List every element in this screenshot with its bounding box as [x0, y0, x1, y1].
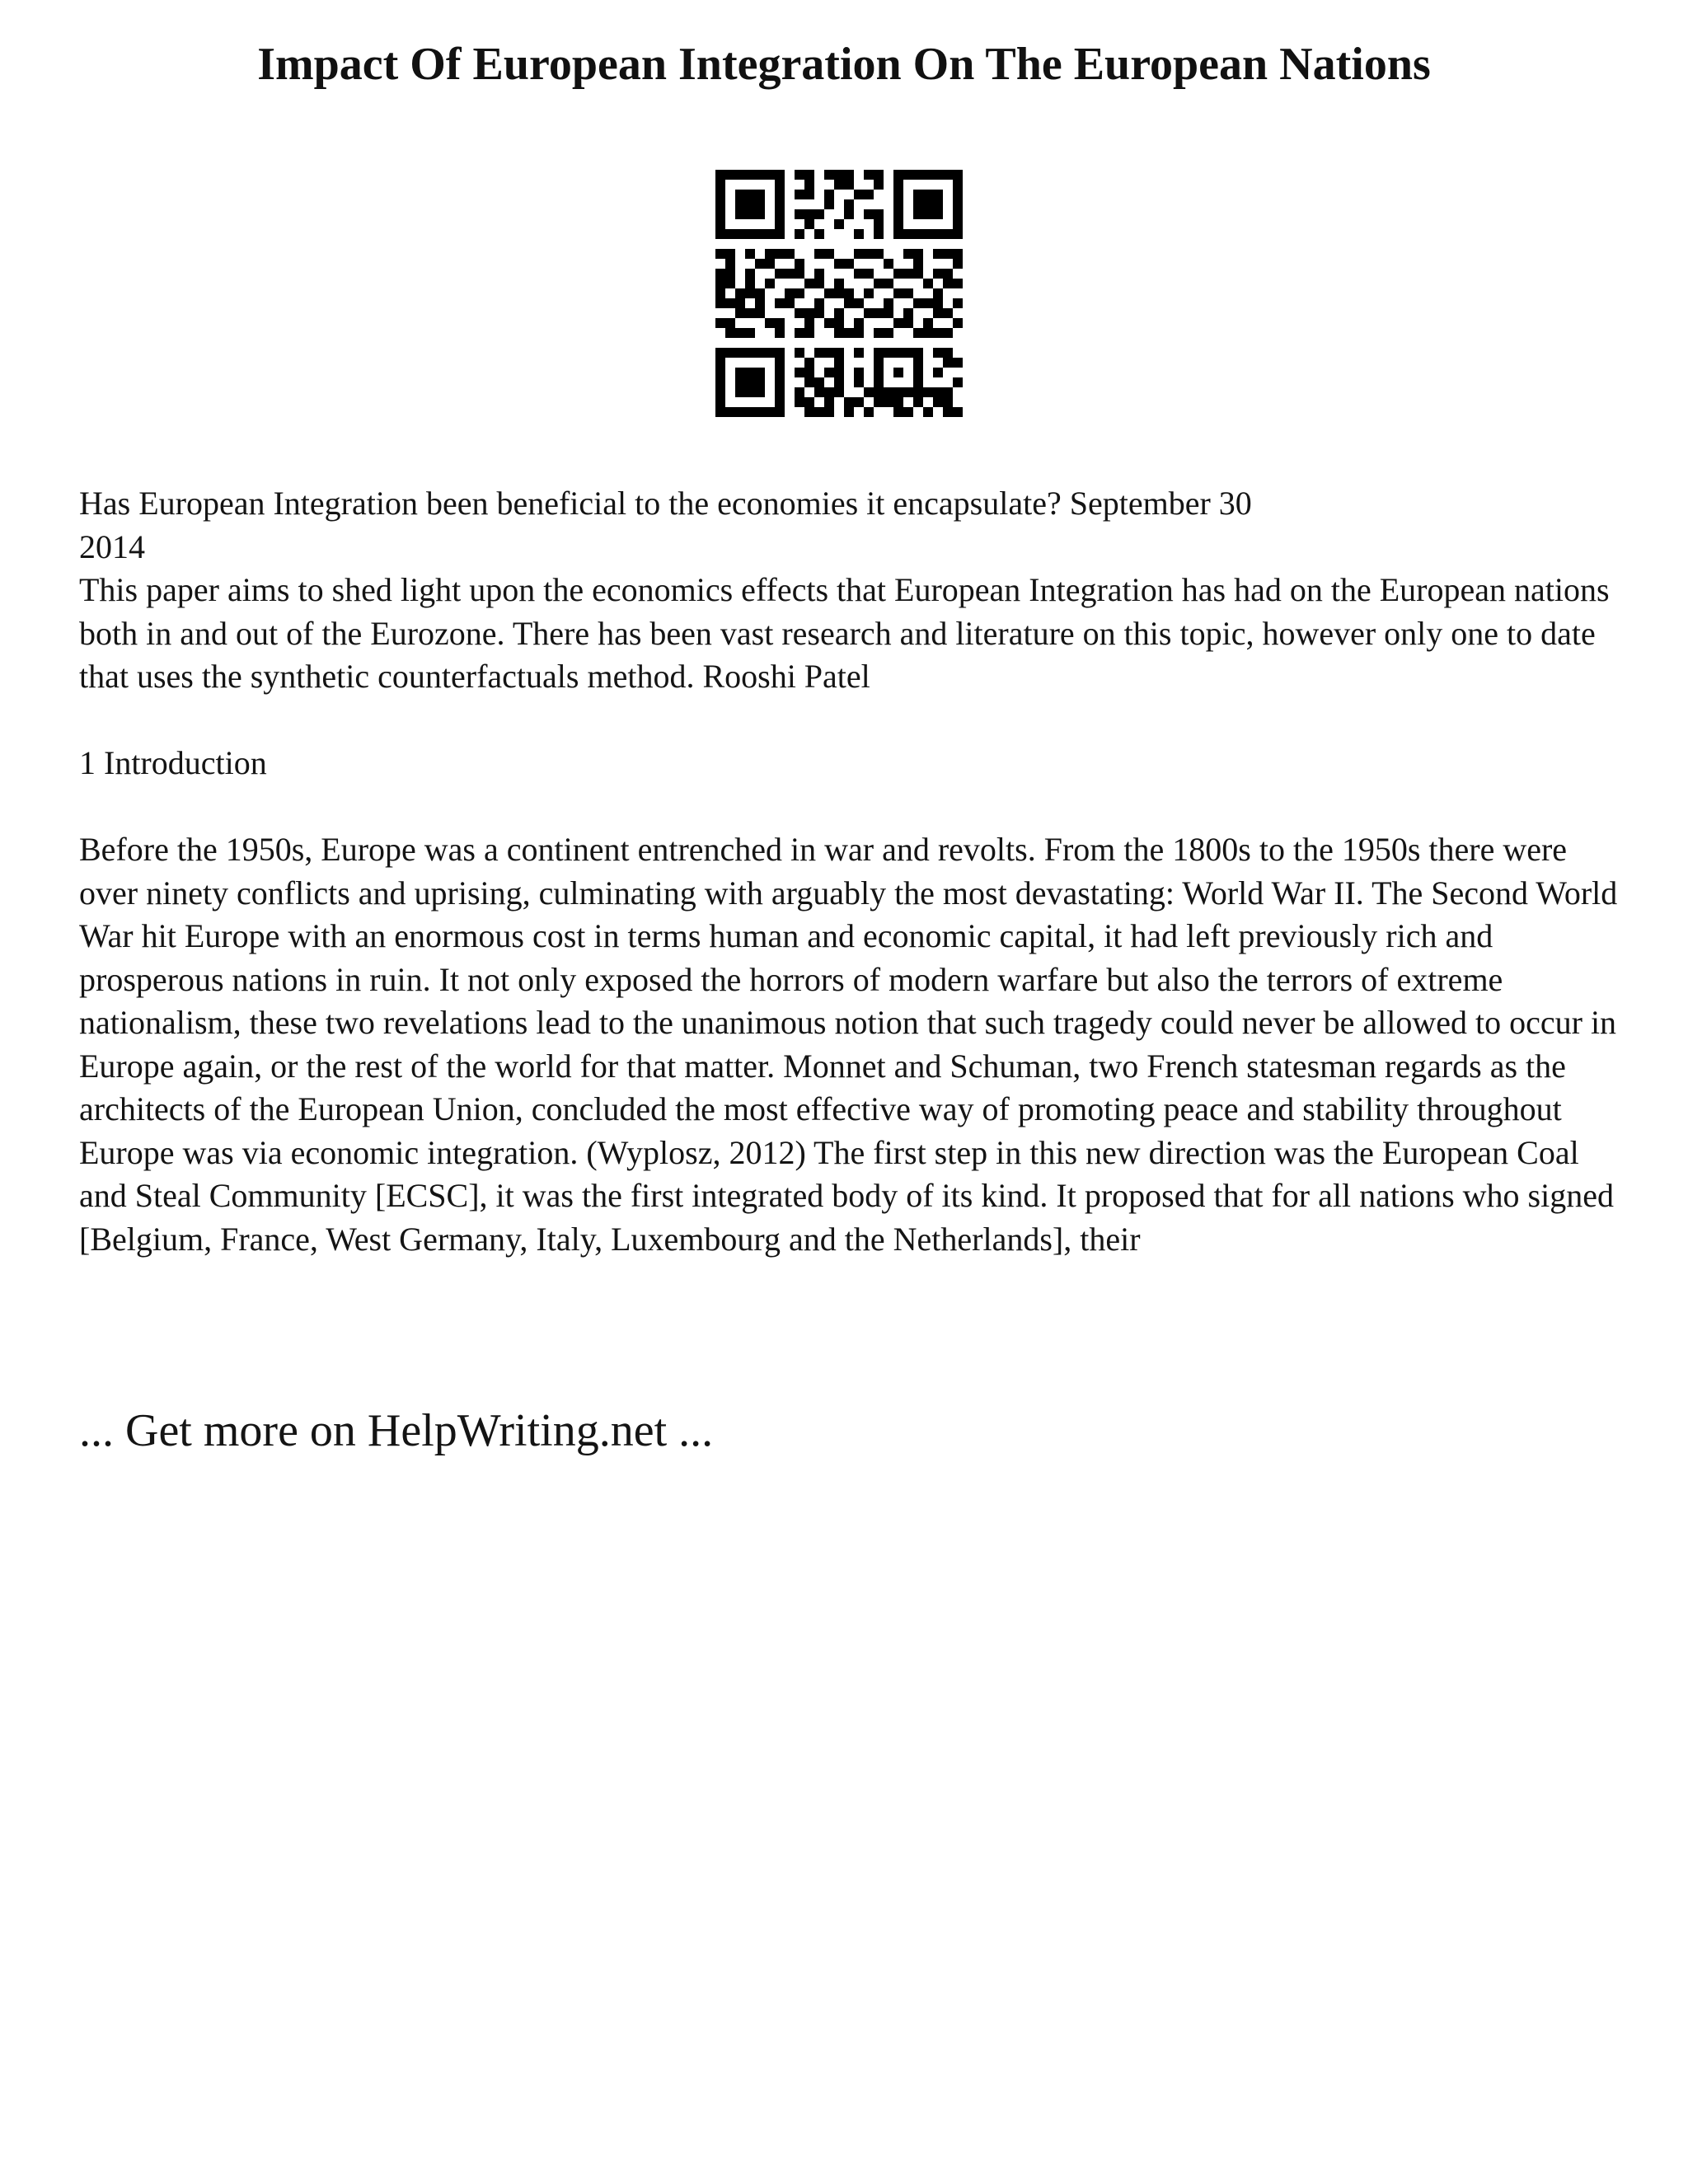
abstract-paragraph: This paper aims to shed light upon the economics effects that European Integration has had on the European nations both in and out of the Eurozone. There has been vast research and literature on this topic, however only one to date that uses the synthetic counterfactuals method. Rooshi Patel — [79, 571, 1610, 695]
qr-code-graphic — [715, 170, 963, 417]
abstract-date-line: 2014 — [79, 527, 145, 565]
get-more-link[interactable]: ... Get more on HelpWriting.net ... — [79, 1405, 714, 1456]
section-heading: 1 Introduction — [79, 744, 267, 781]
document-title: Impact Of European Integration On The European Nations — [257, 39, 1431, 90]
document-body — [79, 482, 1629, 1261]
qr-code-icon — [715, 170, 963, 417]
abstract-header-line: Has European Integration been beneficial to the economies it encapsulate? September 30 — [79, 485, 1252, 522]
introduction-paragraph: Before the 1950s, Europe was a continent entrenched in war and revolts. From the 1800s to the 1950s there were over ninety conflicts and uprising, culminating with arguably the most devastating: World War II. The Second World War hit Europe with an enormous cost in terms human and economic capital, it had left previously rich and prosperous nations in ruin. It not only exposed the horrors of modern warfare but also the terrors of extreme nationalism, these two revelations lead to the unanimous notion that such tragedy could never be allowed to occur in Europe again, or the rest of the world for that matter. Monnet and Schuman, two French statesman regards as the architects of the European Union, concluded the most effective way of promoting peace and stability throughout Europe was via economic integration. (Wyplosz, 2012) The first step in this new direction was the European Coal and Steal Community [ECSC], it was the first integrated body of its kind. It proposed that for all nations who signed [Belgium, France, West Germany, Italy, Luxembourg and the Netherlands], their — [79, 831, 1618, 1258]
